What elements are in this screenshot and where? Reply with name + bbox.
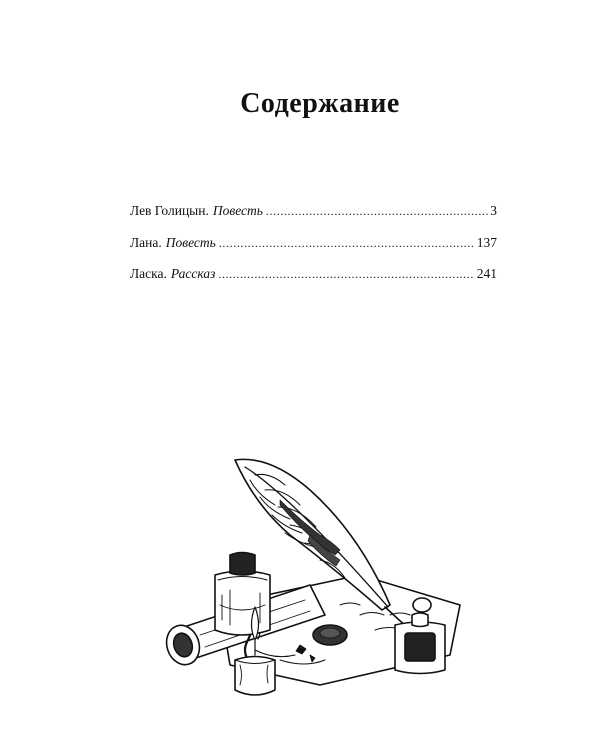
dot-leader — [219, 235, 475, 251]
toc-entry-genre: Повесть — [212, 203, 263, 218]
dot-leader — [218, 266, 474, 282]
toc-entry-genre: Рассказ — [170, 266, 216, 281]
dot-leader — [266, 203, 488, 219]
toc-entry[interactable] — [130, 203, 497, 219]
quill-inkwell-scroll-candle-icon — [160, 455, 480, 705]
toc-entry-author: Лана. — [130, 234, 162, 250]
table-of-contents — [130, 203, 497, 298]
toc-entry-author: Ласка. — [130, 266, 167, 281]
toc-entry-page: 137 — [476, 234, 497, 250]
page-title: Содержание — [240, 88, 400, 119]
toc-entry-genre: Повесть — [165, 234, 216, 250]
toc-entry[interactable] — [130, 266, 497, 282]
toc-entry-page: 241 — [476, 266, 497, 281]
toc-entry-page: 3 — [490, 203, 497, 218]
toc-entry[interactable] — [130, 235, 497, 251]
toc-entry-author: Лев Голицын. — [130, 203, 209, 218]
